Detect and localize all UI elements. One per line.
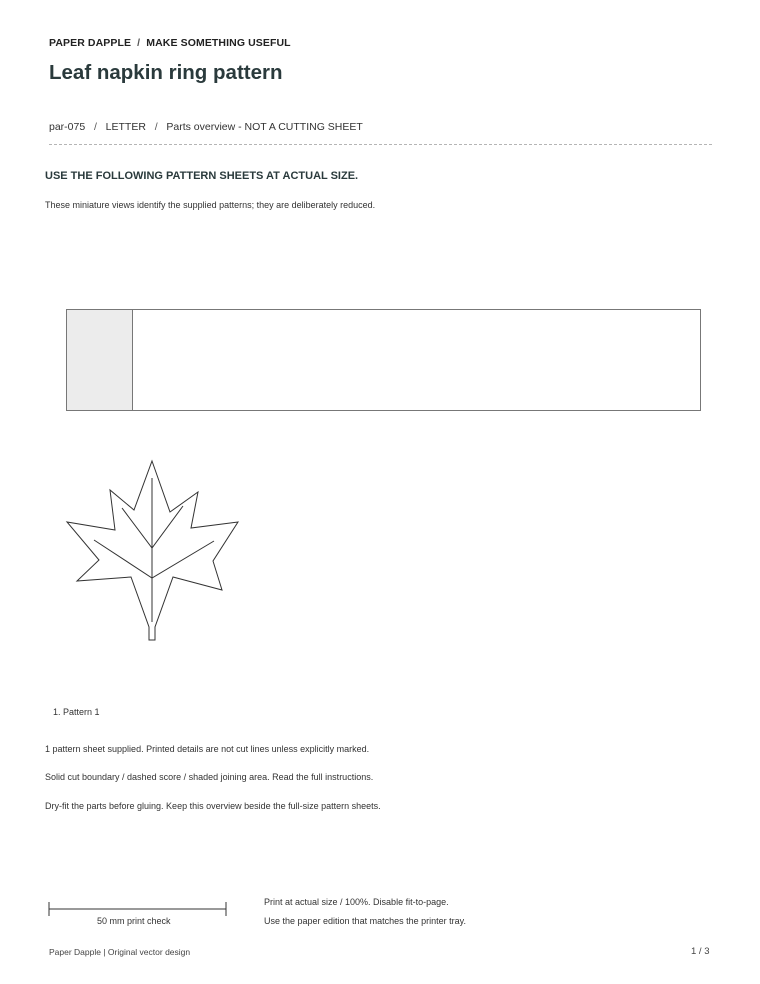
glue-tab-shaded-area: [67, 310, 133, 410]
dashed-divider: [49, 144, 712, 145]
napkin-band-pattern-preview: [66, 309, 701, 411]
pattern-caption: 1. Pattern 1: [53, 707, 100, 717]
maple-leaf-icon: [60, 455, 245, 650]
print-check-label: 50 mm print check: [97, 916, 171, 926]
sheet-description: Parts overview - NOT A CUTTING SHEET: [166, 121, 363, 133]
section-heading: USE THE FOLLOWING PATTERN SHEETS AT ACTUAL SIZE.: [45, 170, 359, 182]
note-dry-fit: Dry-fit the parts before gluing. Keep this overview beside the full-size pattern sheets.: [45, 801, 381, 811]
page-number: 1 / 3: [691, 946, 710, 957]
print-instruction: Print at actual size / 100%. Disable fit-to-page.: [264, 897, 449, 907]
paper-size: LETTER: [105, 121, 146, 133]
brand-line: [49, 37, 291, 49]
page-title: Leaf napkin ring pattern: [49, 61, 283, 84]
brand-separator: /: [137, 37, 141, 49]
footer-credit: Paper Dapple | Original vector design: [49, 947, 191, 957]
brand-name: PAPER DAPPLE: [49, 37, 132, 49]
meta-separator: /: [154, 121, 158, 133]
note-line-legend: Solid cut boundary / dashed score / shaded joining area. Read the full instructions.: [45, 772, 374, 782]
meta-separator: /: [93, 121, 97, 133]
brand-tagline: MAKE SOMETHING USEFUL: [146, 37, 291, 49]
paper-instruction: Use the paper edition that matches the printer tray.: [264, 916, 466, 926]
pattern-meta: [49, 121, 363, 133]
note-sheets: 1 pattern sheet supplied. Printed details are not cut lines unless explicitly marked.: [45, 744, 370, 754]
pattern-code: par-075: [49, 121, 86, 133]
section-intro: These miniature views identify the supplied patterns; they are deliberately reduced.: [45, 200, 376, 210]
